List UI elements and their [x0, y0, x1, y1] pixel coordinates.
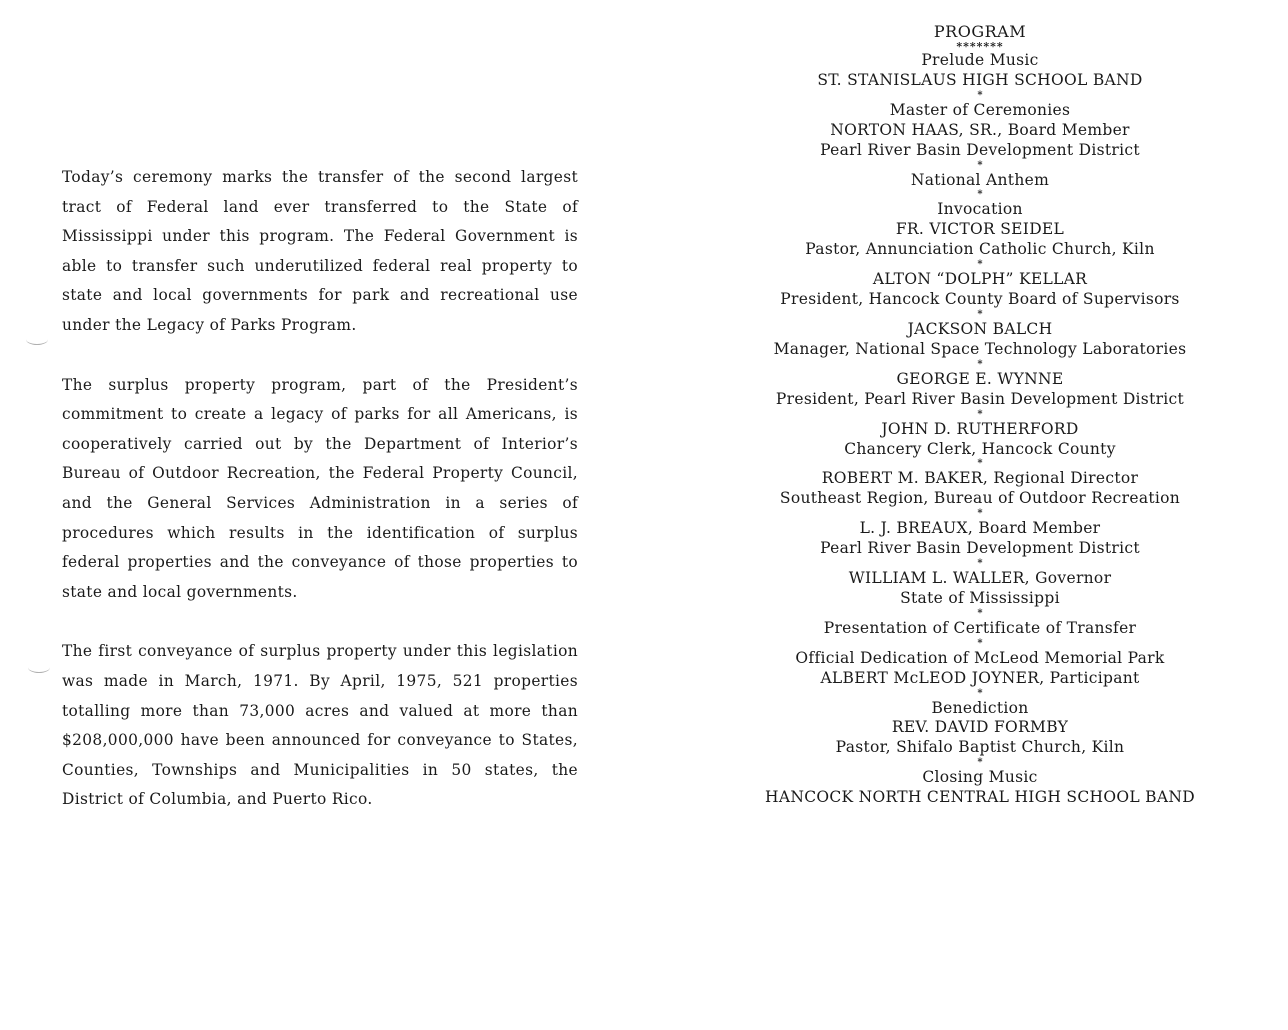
program-item	[735, 469, 1225, 509]
program-item	[735, 270, 1225, 310]
program-title: PROGRAM	[933, 22, 1027, 41]
intro-paragraph-1: Today’s ceremony marks the transfer of the second largest tract of Federal land ever transferred to the State of Mississippi under this program. The Federal Government is able to transfer such underutilized federal real property to state and local governments for park and recreational use under the Legacy of Parks Program.	[62, 168, 578, 334]
program-separator-star: *	[977, 358, 983, 370]
program-separator-star: *	[977, 159, 983, 171]
program-item	[735, 768, 1225, 808]
program-item-heading: Closing Music	[922, 768, 1038, 787]
program-item	[735, 51, 1225, 91]
program-title-stars: *******	[956, 40, 1004, 53]
program-item-heading: Official Dedication of McLeod Memorial Park	[795, 648, 1165, 667]
program-item-detail: Pastor, Annunciation Catholic Church, Kiln	[805, 240, 1155, 259]
paper-smudge-mark	[28, 662, 50, 673]
program-item-detail: ALBERT McLEOD JOYNER, Participant	[820, 668, 1140, 687]
program-item-detail: ST. STANISLAUS HIGH SCHOOL BAND	[817, 70, 1143, 89]
program-item	[735, 619, 1225, 639]
program-item	[735, 370, 1225, 410]
program-item-heading: JACKSON BALCH	[907, 319, 1053, 338]
program-item-detail: President, Hancock County Board of Supervisors	[780, 290, 1180, 309]
program-item-detail: REV. DAVID FORMBY	[891, 718, 1069, 737]
program-item-heading: Prelude Music	[921, 51, 1039, 69]
program-separator-star: *	[977, 189, 983, 201]
program-item-detail: Pastor, Shifalo Baptist Church, Kiln	[835, 738, 1125, 757]
program-separator-star: *	[977, 637, 983, 649]
program-item-heading: Invocation	[937, 200, 1023, 219]
program-separator-star: *	[977, 508, 983, 520]
program-item-detail: Southeast Region, Bureau of Outdoor Recreation	[779, 489, 1181, 508]
program-item-detail: President, Pearl River Basin Development District	[775, 389, 1185, 408]
program-column	[735, 22, 1225, 808]
program-item	[735, 420, 1225, 460]
program-item-detail: HANCOCK NORTH CENTRAL HIGH SCHOOL BAND	[765, 788, 1195, 807]
program-item-detail: Chancery Clerk, Hancock County	[844, 439, 1116, 458]
paper-smudge-mark	[26, 334, 48, 345]
program-item-heading: Presentation of Certificate of Transfer	[823, 618, 1137, 637]
program-item-detail: Pearl River Basin Development District	[820, 539, 1140, 558]
program-separator-star: *	[977, 458, 983, 470]
program-item	[735, 320, 1225, 360]
program-item-heading: JOHN D. RUTHERFORD	[881, 419, 1079, 438]
program-item-detail: State of Mississippi	[900, 588, 1060, 607]
program-separator-star: *	[977, 259, 983, 271]
program-item	[735, 569, 1225, 609]
program-separator-star: *	[977, 757, 983, 769]
program-item	[735, 649, 1225, 689]
program-separator-star: *	[977, 607, 983, 619]
program-item-heading: L. J. BREAUX, Board Member	[859, 519, 1101, 538]
program-separator-star: *	[977, 408, 983, 420]
program-item-heading: Benediction	[931, 698, 1029, 717]
program-item-heading: GEORGE E. WYNNE	[896, 369, 1064, 388]
intro-text-column	[62, 163, 578, 845]
program-item-heading: Master of Ceremonies	[889, 100, 1071, 119]
program-item	[735, 699, 1225, 759]
program-item-heading: WILLIAM L. WALLER, Governor	[848, 569, 1112, 588]
program-item	[735, 171, 1225, 191]
program-item-detail: FR. VICTOR SEIDEL	[895, 220, 1065, 239]
program-separator-star: *	[977, 89, 983, 101]
program-item-heading: ROBERT M. BAKER, Regional Director	[821, 469, 1139, 488]
program-item	[735, 200, 1225, 260]
intro-paragraph-3: The first conveyance of surplus property under this legislation was made in March, 1971. By April, 1975, 521 properties totalling more than 73,000 acres and valued at more than $208,000,000 have been announced for conveyance to States, Counties, Townships and Municipalities in 50 states, the District of Columbia, and Puerto Rico.	[62, 642, 578, 809]
program-separator-star: *	[977, 308, 983, 320]
intro-paragraph-2: The surplus property program, part of the President’s commitment to create a legacy of parks for all Americans, is cooperatively carried out by the Department of Interior’s Bureau of Outdoor Recreation, the Federal Property Council, and the General Services Administration in a series of procedures which results in the identification of surplus federal properties and the conveyance of those properties to state and local governments.	[62, 375, 578, 601]
program-separator-star: *	[977, 687, 983, 699]
program-item-heading: National Anthem	[910, 170, 1050, 189]
program-item	[735, 101, 1225, 161]
program-item-detail: Pearl River Basin Development District	[820, 140, 1140, 159]
program-separator-star: *	[977, 558, 983, 570]
program-item-detail: NORTON HAAS, SR., Board Member	[830, 120, 1130, 139]
program-item	[735, 519, 1225, 559]
program-list	[735, 51, 1225, 808]
program-item-detail: Manager, National Space Technology Laboratories	[773, 339, 1187, 358]
program-item-heading: ALTON “DOLPH” KELLAR	[872, 270, 1088, 289]
